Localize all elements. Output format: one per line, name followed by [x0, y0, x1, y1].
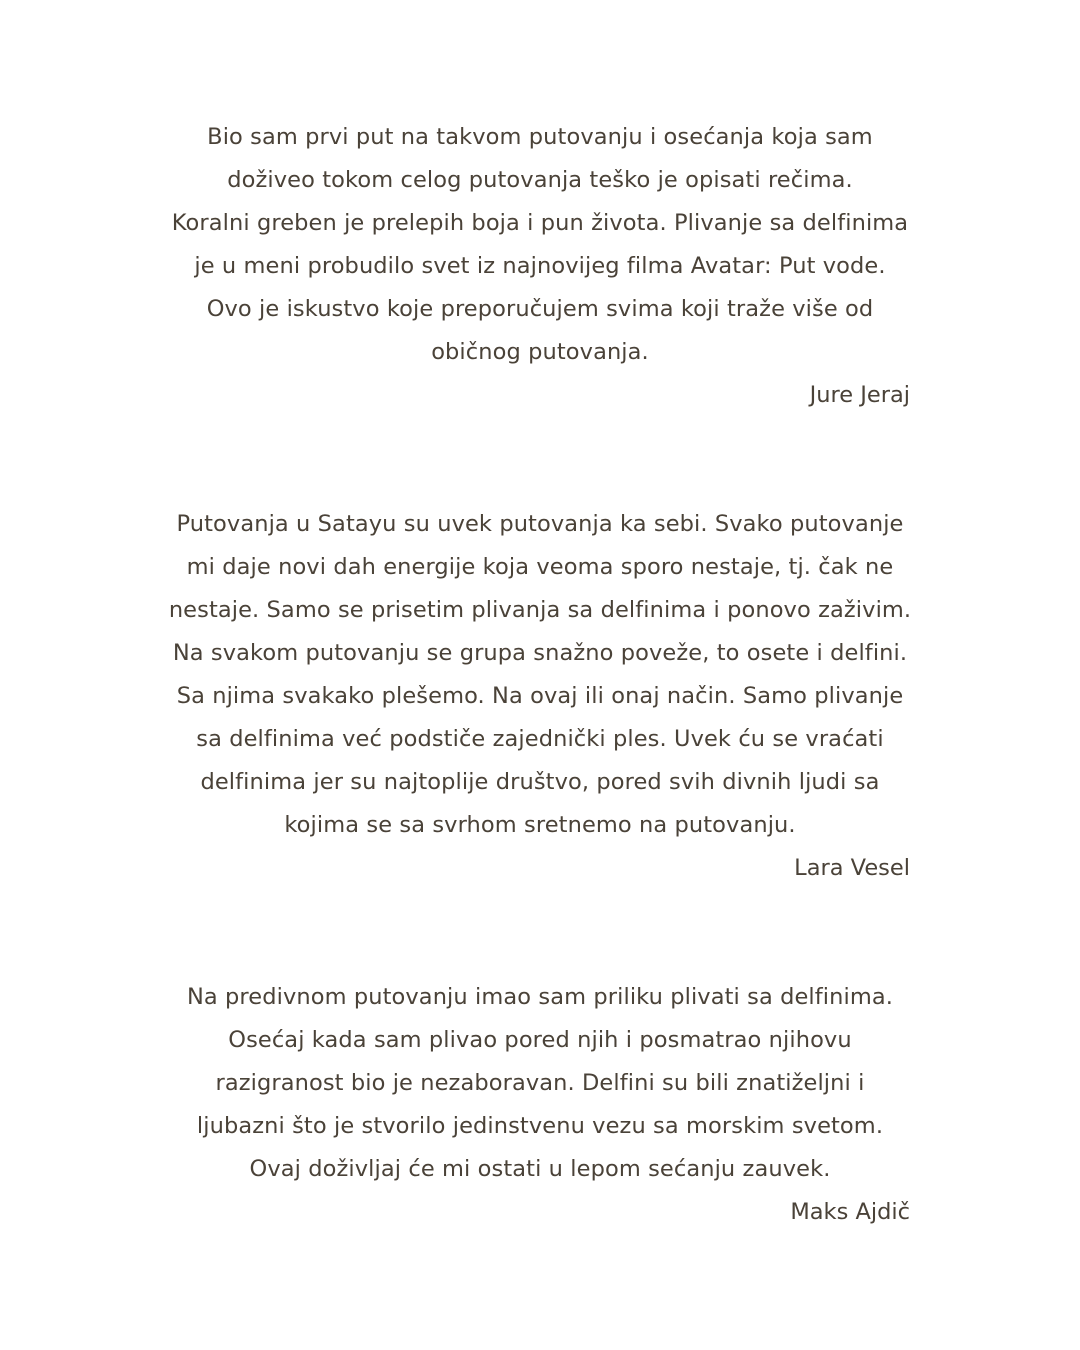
testimonial-text-line: Na predivnom putovanju imao sam priliku plivati sa delfinima.	[186, 984, 894, 1010]
testimonial-author: Lara Vesel	[794, 855, 910, 881]
testimonial-text-line: razigranost bio je nezaboravan. Delfini su bili znatiželjni i	[215, 1070, 865, 1096]
testimonial-text-line: običnog putovanja.	[431, 339, 649, 365]
testimonial-text-line: Osećaj kada sam plivao pored njih i posmatrao njihovu	[228, 1027, 852, 1053]
testimonial-text-line: sa delfinima već podstiče zajednički ples. Uvek ću se vraćati	[196, 726, 884, 752]
testimonial-text-line: Bio sam prvi put na takvom putovanju i osećanja koja sam	[207, 124, 873, 150]
testimonial	[160, 116, 920, 417]
testimonial-text-line: doživeo tokom celog putovanja teško je opisati rečima.	[227, 167, 853, 193]
testimonial-text-line: Ovo je iskustvo koje preporučujem svima koji traže više od	[206, 296, 874, 322]
testimonial-author: Maks Ajdič	[790, 1199, 910, 1225]
testimonial-text-line: ljubazni što je stvorilo jedinstvenu vezu sa morskim svetom.	[196, 1113, 884, 1139]
testimonial-text-line: delfinima jer su najtoplije društvo, pored svih divnih ljudi sa	[200, 769, 880, 795]
testimonial-text-line: Koralni greben je prelepih boja i pun života. Plivanje sa delfinima	[171, 210, 909, 236]
testimonial-text-line: mi daje novi dah energije koja veoma sporo nestaje, tj. čak ne	[186, 554, 894, 580]
testimonial-text-line: Sa njima svakako plešemo. Na ovaj ili onaj način. Samo plivanje	[176, 683, 904, 709]
testimonial	[160, 976, 920, 1234]
testimonial-text-line: Ovaj doživljaj će mi ostati u lepom sećanju zauvek.	[249, 1156, 831, 1182]
testimonial-text-line: nestaje. Samo se prisetim plivanja sa delfinima i ponovo zaživim.	[168, 597, 912, 623]
testimonial-author: Jure Jeraj	[809, 382, 910, 408]
testimonial-text-line: Putovanja u Satayu su uvek putovanja ka sebi. Svako putovanje	[176, 511, 904, 537]
testimonial-text-line: kojima se sa svrhom sretnemo na putovanju.	[284, 812, 796, 838]
testimonial-text-line: Na svakom putovanju se grupa snažno poveže, to osete i delfini.	[172, 640, 908, 666]
testimonial	[160, 503, 920, 890]
testimonial-text-line: je u meni probudilo svet iz najnovijeg filma Avatar: Put vode.	[194, 253, 886, 279]
